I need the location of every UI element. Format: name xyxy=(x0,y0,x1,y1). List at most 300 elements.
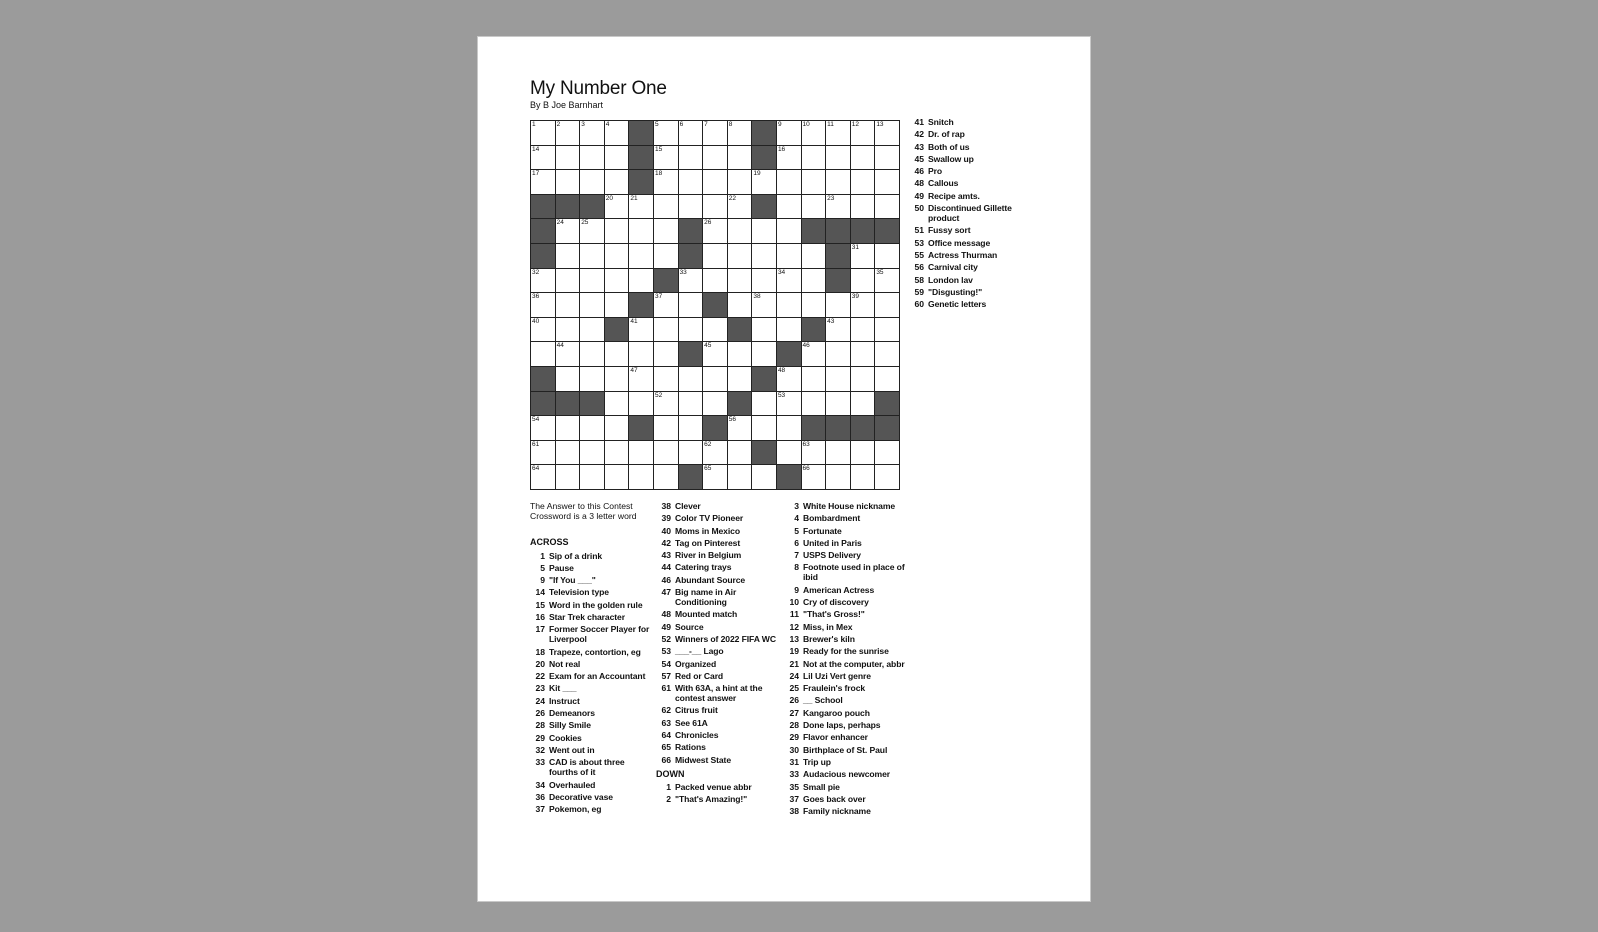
grid-cell[interactable] xyxy=(777,416,802,441)
grid-cell[interactable] xyxy=(556,342,581,367)
grid-cell[interactable] xyxy=(580,219,605,244)
grid-cell[interactable] xyxy=(654,367,679,392)
clue-item xyxy=(784,757,908,767)
grid-cell[interactable] xyxy=(802,367,827,392)
grid-cell[interactable] xyxy=(629,195,654,220)
clue-number: 12 xyxy=(789,621,799,632)
grid-block xyxy=(851,219,876,244)
cell-number: 37 xyxy=(654,293,663,301)
grid-cell[interactable] xyxy=(875,269,900,294)
grid-cell[interactable] xyxy=(851,121,876,146)
clue-item xyxy=(656,501,780,511)
grid-cell[interactable] xyxy=(826,342,851,367)
cell-number: 38 xyxy=(753,293,761,301)
grid-cell[interactable] xyxy=(826,293,851,318)
grid-cell[interactable] xyxy=(580,293,605,318)
clue-text: Big name in Air Conditioning xyxy=(675,587,737,608)
clue-text: Family nickname xyxy=(803,806,871,817)
grid-cell[interactable] xyxy=(703,195,728,220)
grid-cell[interactable] xyxy=(580,244,605,269)
grid-cell[interactable] xyxy=(777,367,802,392)
clue-item xyxy=(656,705,780,715)
grid-cell[interactable] xyxy=(752,170,777,195)
clue-item xyxy=(909,225,1033,235)
clue-text: With 63A, a hint at the contest answer xyxy=(675,683,763,704)
grid-cell[interactable] xyxy=(728,342,753,367)
grid-cell[interactable] xyxy=(605,293,630,318)
grid-cell[interactable] xyxy=(777,269,802,294)
grid-cell[interactable] xyxy=(605,219,630,244)
grid-cell[interactable] xyxy=(728,170,753,195)
clue-text: Former Soccer Player for Liverpool xyxy=(549,624,650,645)
grid-cell[interactable] xyxy=(654,318,679,343)
grid-cell[interactable] xyxy=(531,121,556,146)
grid-cell[interactable] xyxy=(851,367,876,392)
grid-cell[interactable] xyxy=(851,465,876,490)
grid-cell[interactable] xyxy=(580,318,605,343)
grid-cell[interactable] xyxy=(654,416,679,441)
grid-block xyxy=(777,465,802,490)
grid-cell[interactable] xyxy=(605,195,630,220)
clue-text: Fraulein's frock xyxy=(803,683,866,694)
cell-number: 13 xyxy=(876,121,884,128)
clue-item xyxy=(909,117,1033,127)
cell-number: 23 xyxy=(827,194,835,202)
grid-cell[interactable] xyxy=(802,146,827,171)
clue-text: Lil Uzi Vert genre xyxy=(803,670,871,681)
grid-cell[interactable] xyxy=(556,244,581,269)
grid-cell[interactable] xyxy=(703,121,728,146)
grid-block xyxy=(826,244,851,269)
grid-cell[interactable] xyxy=(752,465,777,490)
grid-cell[interactable] xyxy=(752,392,777,417)
grid-cell[interactable] xyxy=(556,170,581,195)
cell-number: 46 xyxy=(802,342,810,350)
grid-cell[interactable] xyxy=(654,392,679,417)
grid-cell[interactable] xyxy=(531,318,556,343)
grid-block xyxy=(556,392,581,417)
clue-item xyxy=(530,551,654,561)
clue-text: Birthplace of St. Paul xyxy=(803,744,888,755)
grid-cell[interactable] xyxy=(728,244,753,269)
down-header: DOWN xyxy=(656,768,685,779)
grid-cell[interactable] xyxy=(826,392,851,417)
clue-item xyxy=(530,733,654,743)
clue-number: 6 xyxy=(794,537,799,548)
grid-block xyxy=(580,392,605,417)
grid-cell[interactable] xyxy=(826,146,851,171)
grid-cell[interactable] xyxy=(654,195,679,220)
grid-cell[interactable] xyxy=(531,342,556,367)
clue-item xyxy=(909,238,1033,248)
grid-cell[interactable] xyxy=(777,244,802,269)
grid-cell[interactable] xyxy=(580,367,605,392)
grid-cell[interactable] xyxy=(654,170,679,195)
grid-cell[interactable] xyxy=(580,121,605,146)
grid-cell[interactable] xyxy=(556,293,581,318)
grid-cell[interactable] xyxy=(728,465,753,490)
grid-cell[interactable] xyxy=(679,269,704,294)
grid-cell[interactable] xyxy=(679,195,704,220)
grid-cell[interactable] xyxy=(826,318,851,343)
grid-cell[interactable] xyxy=(777,195,802,220)
grid-cell[interactable] xyxy=(777,392,802,417)
grid-cell[interactable] xyxy=(580,269,605,294)
grid-cell[interactable] xyxy=(679,441,704,466)
grid-cell[interactable] xyxy=(654,465,679,490)
grid-cell[interactable] xyxy=(703,219,728,244)
grid-cell[interactable] xyxy=(802,269,827,294)
grid-cell[interactable] xyxy=(556,121,581,146)
grid-cell[interactable] xyxy=(802,441,827,466)
clue-number: 29 xyxy=(535,732,545,743)
grid-cell[interactable] xyxy=(654,219,679,244)
clue-number: 8 xyxy=(794,562,799,573)
grid-block xyxy=(629,146,654,171)
grid-cell[interactable] xyxy=(556,269,581,294)
grid-cell[interactable] xyxy=(826,170,851,195)
clue-text: Exam for an Accountant xyxy=(549,671,646,682)
grid-cell[interactable] xyxy=(703,441,728,466)
grid-cell[interactable] xyxy=(605,465,630,490)
clue-text: Brewer's kiln xyxy=(803,633,855,644)
grid-cell[interactable] xyxy=(826,465,851,490)
grid-cell[interactable] xyxy=(875,367,900,392)
clue-text: Audacious newcomer xyxy=(803,769,891,780)
grid-cell[interactable] xyxy=(875,441,900,466)
grid-cell[interactable] xyxy=(752,416,777,441)
clue-text: Fussy sort xyxy=(928,225,971,236)
clue-item xyxy=(530,780,654,790)
grid-cell[interactable] xyxy=(875,195,900,220)
grid-cell[interactable] xyxy=(802,170,827,195)
grid-block xyxy=(777,342,802,367)
grid-cell[interactable] xyxy=(654,342,679,367)
clue-item xyxy=(656,513,780,523)
clue-text: Not real xyxy=(549,658,581,669)
clue-item xyxy=(784,745,908,755)
grid-block xyxy=(826,219,851,244)
across-header: ACROSS xyxy=(530,537,569,547)
grid-cell[interactable] xyxy=(851,342,876,367)
grid-cell[interactable] xyxy=(703,367,728,392)
clue-text: See 61A xyxy=(675,717,708,728)
clue-text: Actress Thurman xyxy=(928,249,998,260)
grid-cell[interactable] xyxy=(605,244,630,269)
grid-block xyxy=(679,465,704,490)
grid-cell[interactable] xyxy=(605,146,630,171)
grid-cell[interactable] xyxy=(654,441,679,466)
grid-cell[interactable] xyxy=(605,121,630,146)
grid-cell[interactable] xyxy=(703,170,728,195)
grid-cell[interactable] xyxy=(728,269,753,294)
grid-cell[interactable] xyxy=(654,146,679,171)
clue-number: 41 xyxy=(914,117,924,127)
clue-number: 26 xyxy=(535,708,545,719)
grid-block xyxy=(826,416,851,441)
grid-block xyxy=(605,318,630,343)
clue-text: Abundant Source xyxy=(675,574,746,585)
cell-number: 47 xyxy=(630,366,638,374)
clue-number: 9 xyxy=(540,575,545,586)
clue-text: Color TV Pioneer xyxy=(675,513,744,524)
grid-cell[interactable] xyxy=(777,441,802,466)
grid-cell[interactable] xyxy=(629,318,654,343)
grid-cell[interactable] xyxy=(531,465,556,490)
grid-cell[interactable] xyxy=(629,465,654,490)
grid-cell[interactable] xyxy=(531,416,556,441)
grid-cell[interactable] xyxy=(728,367,753,392)
cell-number: 21 xyxy=(630,194,638,202)
grid-block xyxy=(875,416,900,441)
grid-cell[interactable] xyxy=(802,195,827,220)
grid-cell[interactable] xyxy=(728,416,753,441)
grid-block xyxy=(580,195,605,220)
grid-cell[interactable] xyxy=(679,318,704,343)
grid-cell[interactable] xyxy=(703,465,728,490)
grid-cell[interactable] xyxy=(728,219,753,244)
grid-cell[interactable] xyxy=(580,465,605,490)
grid-cell[interactable] xyxy=(679,293,704,318)
grid-cell[interactable] xyxy=(654,244,679,269)
grid-cell[interactable] xyxy=(826,195,851,220)
grid-cell[interactable] xyxy=(629,392,654,417)
grid-cell[interactable] xyxy=(875,318,900,343)
clue-item xyxy=(530,708,654,718)
clue-number: 47 xyxy=(661,587,671,598)
grid-cell[interactable] xyxy=(875,465,900,490)
grid-cell[interactable] xyxy=(629,367,654,392)
grid-cell[interactable] xyxy=(728,441,753,466)
clue-item xyxy=(909,262,1033,272)
grid-cell[interactable] xyxy=(875,146,900,171)
clue-number: 14 xyxy=(535,587,545,598)
grid-cell[interactable] xyxy=(629,269,654,294)
grid-block xyxy=(851,416,876,441)
clue-number: 40 xyxy=(661,525,671,536)
grid-cell[interactable] xyxy=(777,219,802,244)
grid-cell[interactable] xyxy=(679,392,704,417)
grid-cell[interactable] xyxy=(752,342,777,367)
clue-number: 27 xyxy=(789,707,799,718)
grid-cell[interactable] xyxy=(605,342,630,367)
grid-cell[interactable] xyxy=(777,293,802,318)
clue-number: 20 xyxy=(535,658,545,669)
clue-item xyxy=(530,745,654,755)
grid-cell[interactable] xyxy=(556,441,581,466)
grid-cell[interactable] xyxy=(556,367,581,392)
grid-block xyxy=(802,416,827,441)
grid-cell[interactable] xyxy=(654,293,679,318)
grid-cell[interactable] xyxy=(777,170,802,195)
grid-cell[interactable] xyxy=(580,416,605,441)
grid-cell[interactable] xyxy=(802,465,827,490)
cell-number: 35 xyxy=(876,268,884,276)
grid-block xyxy=(728,392,753,417)
grid-cell[interactable] xyxy=(531,293,556,318)
grid-cell[interactable] xyxy=(728,293,753,318)
grid-block xyxy=(556,195,581,220)
grid-cell[interactable] xyxy=(875,342,900,367)
grid-cell[interactable] xyxy=(629,244,654,269)
clue-item xyxy=(784,609,908,619)
grid-block xyxy=(752,367,777,392)
clue-number: 54 xyxy=(661,658,671,669)
grid-block xyxy=(629,293,654,318)
grid-block xyxy=(752,195,777,220)
grid-cell[interactable] xyxy=(605,170,630,195)
clue-item xyxy=(656,718,780,728)
clue-item xyxy=(656,742,780,752)
grid-cell[interactable] xyxy=(580,342,605,367)
grid-cell[interactable] xyxy=(802,293,827,318)
grid-cell[interactable] xyxy=(851,269,876,294)
grid-cell[interactable] xyxy=(679,416,704,441)
grid-cell[interactable] xyxy=(629,441,654,466)
grid-cell[interactable] xyxy=(703,318,728,343)
grid-cell[interactable] xyxy=(556,146,581,171)
grid-cell[interactable] xyxy=(851,441,876,466)
grid-cell[interactable] xyxy=(679,367,704,392)
grid-cell[interactable] xyxy=(851,318,876,343)
clue-number: 24 xyxy=(535,695,545,706)
grid-cell[interactable] xyxy=(802,342,827,367)
grid-cell[interactable] xyxy=(851,195,876,220)
grid-cell[interactable] xyxy=(777,121,802,146)
cell-number: 52 xyxy=(654,391,663,399)
cell-number: 36 xyxy=(532,293,540,301)
grid-cell[interactable] xyxy=(826,441,851,466)
clue-number: 4 xyxy=(794,513,799,524)
cell-number: 15 xyxy=(654,145,663,153)
clue-item xyxy=(530,575,654,585)
grid-cell[interactable] xyxy=(875,244,900,269)
clue-item xyxy=(909,203,1033,223)
grid-cell[interactable] xyxy=(531,441,556,466)
clue-text: Kangaroo pouch xyxy=(803,707,870,718)
clue-number: 15 xyxy=(535,599,545,610)
grid-cell[interactable] xyxy=(531,146,556,171)
clue-text: White House nickname xyxy=(803,501,896,511)
grid-cell[interactable] xyxy=(556,416,581,441)
clue-text: Catering trays xyxy=(675,562,732,573)
grid-block xyxy=(703,416,728,441)
clue-number: 65 xyxy=(661,742,671,753)
clue-number: 43 xyxy=(914,141,924,152)
grid-cell[interactable] xyxy=(752,318,777,343)
grid-cell[interactable] xyxy=(531,170,556,195)
grid-cell[interactable] xyxy=(777,146,802,171)
clue-number: 66 xyxy=(661,754,671,765)
clue-text: ___-__ Lago xyxy=(675,646,724,657)
clue-item xyxy=(784,538,908,548)
clue-text: Organized xyxy=(675,658,717,669)
grid-cell[interactable] xyxy=(875,293,900,318)
grid-cell[interactable] xyxy=(703,146,728,171)
grid-cell[interactable] xyxy=(605,441,630,466)
clue-text: Fortunate xyxy=(803,525,842,536)
grid-cell[interactable] xyxy=(531,269,556,294)
grid-cell[interactable] xyxy=(556,465,581,490)
clue-item xyxy=(656,622,780,632)
clue-number: 45 xyxy=(914,153,924,164)
grid-cell[interactable] xyxy=(875,121,900,146)
grid-cell[interactable] xyxy=(556,318,581,343)
clue-item xyxy=(909,250,1033,260)
clue-text: Went out in xyxy=(549,744,595,755)
clue-item xyxy=(909,275,1033,285)
grid-cell[interactable] xyxy=(654,121,679,146)
clue-number: 48 xyxy=(661,609,671,620)
grid-cell[interactable] xyxy=(605,269,630,294)
grid-cell[interactable] xyxy=(851,392,876,417)
grid-cell[interactable] xyxy=(728,121,753,146)
grid-cell[interactable] xyxy=(703,342,728,367)
grid-cell[interactable] xyxy=(826,367,851,392)
grid-block xyxy=(531,244,556,269)
clue-text: Snitch xyxy=(928,117,954,127)
grid-cell[interactable] xyxy=(851,244,876,269)
grid-cell[interactable] xyxy=(826,121,851,146)
grid-cell[interactable] xyxy=(752,269,777,294)
grid-cell[interactable] xyxy=(556,219,581,244)
grid-cell[interactable] xyxy=(580,146,605,171)
grid-cell[interactable] xyxy=(752,244,777,269)
clue-item xyxy=(656,609,780,619)
grid-cell[interactable] xyxy=(605,416,630,441)
grid-cell[interactable] xyxy=(851,146,876,171)
cell-number: 25 xyxy=(581,219,589,227)
clue-text: Star Trek character xyxy=(549,611,625,622)
grid-cell[interactable] xyxy=(703,269,728,294)
grid-cell[interactable] xyxy=(851,293,876,318)
grid-cell[interactable] xyxy=(605,367,630,392)
clue-text: Pokemon, eg xyxy=(549,804,602,815)
grid-cell[interactable] xyxy=(629,342,654,367)
clue-number: 37 xyxy=(789,793,799,804)
grid-cell[interactable] xyxy=(703,392,728,417)
grid-cell[interactable] xyxy=(728,195,753,220)
grid-cell[interactable] xyxy=(605,392,630,417)
clue-number: 33 xyxy=(789,769,799,780)
grid-cell[interactable] xyxy=(679,170,704,195)
cell-number: 44 xyxy=(556,342,564,350)
clue-text: Mounted match xyxy=(675,609,738,620)
grid-cell[interactable] xyxy=(802,392,827,417)
clue-item xyxy=(656,575,780,585)
grid-cell[interactable] xyxy=(679,146,704,171)
clue-item xyxy=(784,671,908,681)
grid-cell[interactable] xyxy=(752,293,777,318)
grid-cell[interactable] xyxy=(580,441,605,466)
grid-cell[interactable] xyxy=(802,244,827,269)
clue-text: "Disgusting!" xyxy=(928,286,983,297)
clue-number: 35 xyxy=(789,781,799,792)
clue-item xyxy=(784,695,908,705)
clue-item xyxy=(909,129,1033,139)
grid-cell[interactable] xyxy=(851,170,876,195)
grid-cell[interactable] xyxy=(703,244,728,269)
grid-cell[interactable] xyxy=(679,121,704,146)
clue-text: Demeanors xyxy=(549,708,595,719)
grid-cell[interactable] xyxy=(752,219,777,244)
grid-cell[interactable] xyxy=(629,219,654,244)
grid-cell[interactable] xyxy=(580,170,605,195)
grid-cell[interactable] xyxy=(875,170,900,195)
grid-cell[interactable] xyxy=(802,121,827,146)
grid-cell[interactable] xyxy=(728,146,753,171)
grid-cell[interactable] xyxy=(777,318,802,343)
